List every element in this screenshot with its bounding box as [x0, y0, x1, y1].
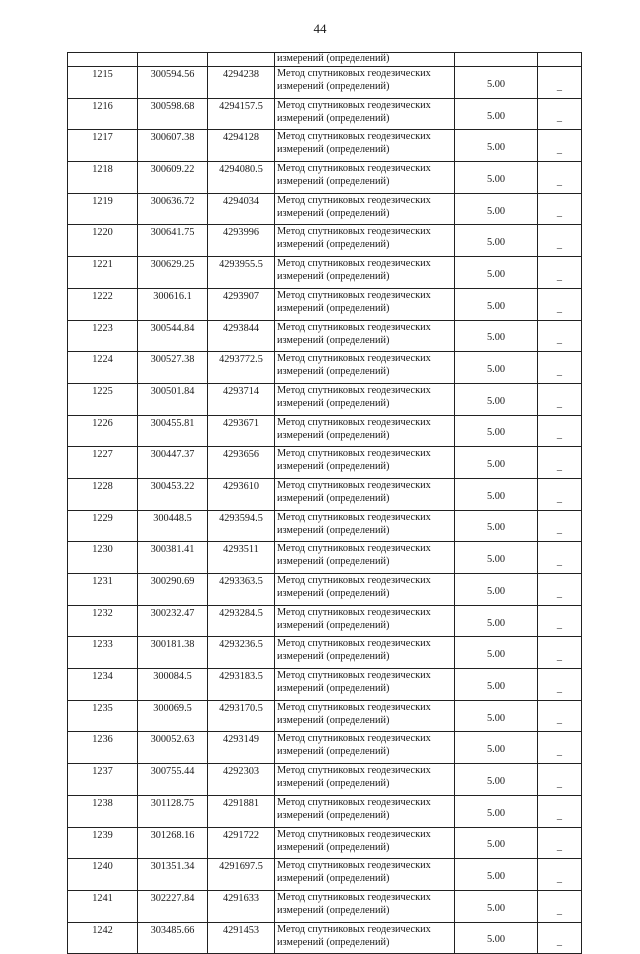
method-line-1: Метод спутниковых геодезических: [277, 543, 431, 555]
method-line-2: измерений (определений): [277, 397, 390, 409]
method-line-2: измерений (определений): [277, 904, 390, 916]
method-cell: [275, 605, 455, 637]
method-line-2: измерений (определений): [277, 556, 390, 568]
point-number-cell: 1235: [68, 700, 138, 732]
point-number-cell: 1221: [68, 257, 138, 289]
point-number-cell: 1234: [68, 669, 138, 701]
accuracy-cell: 5.00: [455, 162, 538, 194]
method-line-2: измерений (определений): [277, 714, 390, 726]
coordinates-table: [67, 52, 582, 954]
dash-cell: –: [538, 67, 582, 99]
point-number-cell: 1222: [68, 288, 138, 320]
dash-cell: –: [538, 542, 582, 574]
method-line-2: измерений (определений): [277, 366, 390, 378]
table-row: [68, 415, 582, 447]
dash-cell: –: [538, 478, 582, 510]
dash-cell: –: [538, 447, 582, 479]
method-line-2: измерений (определений): [277, 207, 390, 219]
method-cell: [275, 415, 455, 447]
table-row: [68, 193, 582, 225]
method-cell: [275, 320, 455, 352]
y-coordinate-cell: 4294080.5: [208, 162, 275, 194]
method-cell: [275, 637, 455, 669]
y-coordinate-cell: 4291722: [208, 827, 275, 859]
table-row: [68, 574, 582, 606]
method-line-1: Метод спутниковых геодезических: [277, 638, 431, 650]
dash-cell: –: [538, 415, 582, 447]
continuation-row: [68, 53, 582, 67]
x-coordinate-cell: 300594.56: [138, 67, 208, 99]
table-row: [68, 764, 582, 796]
table-row: [68, 732, 582, 764]
method-line-1: Метод спутниковых геодезических: [277, 448, 431, 460]
method-cell: [275, 922, 455, 954]
method-line-2: измерений (определений): [277, 271, 390, 283]
dash-cell: –: [538, 700, 582, 732]
method-line-2: измерений (определений): [277, 461, 390, 473]
table-row: [68, 605, 582, 637]
method-cell: [275, 827, 455, 859]
accuracy-cell: 5.00: [455, 700, 538, 732]
method-line-2: измерений (определений): [277, 809, 390, 821]
point-number-cell: 1241: [68, 890, 138, 922]
y-coordinate-cell: 4293149: [208, 732, 275, 764]
dash-cell: –: [538, 288, 582, 320]
dash-cell: –: [538, 764, 582, 796]
method-line-2: измерений (определений): [277, 936, 390, 948]
table-row: [68, 67, 582, 99]
method-line-1: Метод спутниковых геодезических: [277, 828, 431, 840]
x-coordinate-cell: 300636.72: [138, 193, 208, 225]
x-coordinate-cell: 300448.5: [138, 510, 208, 542]
method-line-2: измерений (определений): [277, 112, 390, 124]
accuracy-cell: 5.00: [455, 732, 538, 764]
dash-cell: –: [538, 605, 582, 637]
table-row: [68, 637, 582, 669]
method-line-1: Метод спутниковых геодезических: [277, 68, 431, 79]
x-coordinate-cell: 303485.66: [138, 922, 208, 954]
method-line-1: Метод спутниковых геодезических: [277, 891, 431, 903]
point-number-cell: 1239: [68, 827, 138, 859]
method-line-2: измерений (определений): [277, 239, 390, 251]
method-cell: [275, 352, 455, 384]
point-number-cell: 1220: [68, 225, 138, 257]
x-coordinate-cell: 300629.25: [138, 257, 208, 289]
y-coordinate-cell: 4293170.5: [208, 700, 275, 732]
x-coordinate-cell: 300598.68: [138, 98, 208, 130]
dash-cell: –: [538, 890, 582, 922]
method-line-1: Метод спутниковых геодезических: [277, 321, 431, 333]
accuracy-cell: 5.00: [455, 637, 538, 669]
table-body: [68, 53, 582, 954]
table-row: [68, 542, 582, 574]
x-coordinate-cell: 300609.22: [138, 162, 208, 194]
continuation-text: измерений (определений): [275, 53, 455, 67]
table-row: [68, 795, 582, 827]
table-row: [68, 225, 582, 257]
table-row: [68, 669, 582, 701]
method-line-2: измерений (определений): [277, 334, 390, 346]
method-cell: [275, 383, 455, 415]
method-line-1: Метод спутниковых геодезических: [277, 670, 431, 682]
point-number-cell: 1231: [68, 574, 138, 606]
accuracy-cell: 5.00: [455, 288, 538, 320]
point-number-cell: 1230: [68, 542, 138, 574]
point-number-cell: 1226: [68, 415, 138, 447]
point-number-cell: 1227: [68, 447, 138, 479]
accuracy-cell: 5.00: [455, 320, 538, 352]
method-cell: [275, 574, 455, 606]
method-line-1: Метод спутниковых геодезических: [277, 226, 431, 238]
method-line-2: измерений (определений): [277, 524, 390, 536]
method-cell: [275, 542, 455, 574]
table-row: [68, 288, 582, 320]
method-cell: [275, 700, 455, 732]
x-coordinate-cell: 300290.69: [138, 574, 208, 606]
y-coordinate-cell: 4294238: [208, 67, 275, 99]
table-row: [68, 447, 582, 479]
dash-cell: –: [538, 383, 582, 415]
accuracy-cell: 5.00: [455, 574, 538, 606]
table-row: [68, 257, 582, 289]
accuracy-cell: 5.00: [455, 605, 538, 637]
y-coordinate-cell: 4293363.5: [208, 574, 275, 606]
dash-cell: –: [538, 732, 582, 764]
x-coordinate-cell: 301128.75: [138, 795, 208, 827]
method-cell: [275, 162, 455, 194]
cell-empty: [138, 53, 208, 67]
accuracy-cell: 5.00: [455, 130, 538, 162]
method-cell: [275, 447, 455, 479]
point-number-cell: 1217: [68, 130, 138, 162]
x-coordinate-cell: 300755.44: [138, 764, 208, 796]
x-coordinate-cell: 300607.38: [138, 130, 208, 162]
method-line-2: измерений (определений): [277, 302, 390, 314]
point-number-cell: 1233: [68, 637, 138, 669]
accuracy-cell: 5.00: [455, 859, 538, 891]
x-coordinate-cell: 300381.41: [138, 542, 208, 574]
x-coordinate-cell: 300641.75: [138, 225, 208, 257]
y-coordinate-cell: 4291453: [208, 922, 275, 954]
table-row: [68, 320, 582, 352]
dash-cell: –: [538, 637, 582, 669]
point-number-cell: 1223: [68, 320, 138, 352]
accuracy-cell: 5.00: [455, 415, 538, 447]
accuracy-cell: 5.00: [455, 98, 538, 130]
table-row: [68, 98, 582, 130]
point-number-cell: 1225: [68, 383, 138, 415]
y-coordinate-cell: 4293671: [208, 415, 275, 447]
dash-cell: –: [538, 193, 582, 225]
method-line-2: измерений (определений): [277, 746, 390, 758]
method-line-2: измерений (определений): [277, 619, 390, 631]
point-number-cell: 1240: [68, 859, 138, 891]
accuracy-cell: 5.00: [455, 67, 538, 99]
x-coordinate-cell: 300527.38: [138, 352, 208, 384]
method-line-2: измерений (определений): [277, 841, 390, 853]
method-line-1: Метод спутниковых геодезических: [277, 353, 431, 365]
point-number-cell: 1216: [68, 98, 138, 130]
method-line-1: Метод спутниковых геодезических: [277, 258, 431, 270]
point-number-cell: 1218: [68, 162, 138, 194]
point-number-cell: 1215: [68, 67, 138, 99]
accuracy-cell: 5.00: [455, 827, 538, 859]
method-line-1: Метод спутниковых геодезических: [277, 575, 431, 586]
table-row: [68, 922, 582, 954]
y-coordinate-cell: 4293714: [208, 383, 275, 415]
x-coordinate-cell: 300052.63: [138, 732, 208, 764]
method-cell: [275, 130, 455, 162]
y-coordinate-cell: 4293610: [208, 478, 275, 510]
method-cell: [275, 764, 455, 796]
dash-cell: –: [538, 162, 582, 194]
table-row: [68, 890, 582, 922]
point-number-cell: 1219: [68, 193, 138, 225]
accuracy-cell: 5.00: [455, 890, 538, 922]
method-line-2: измерений (определений): [277, 81, 390, 92]
table-row: [68, 162, 582, 194]
cell-empty: [455, 53, 538, 67]
dash-cell: –: [538, 510, 582, 542]
accuracy-cell: 5.00: [455, 922, 538, 954]
x-coordinate-cell: 300232.47: [138, 605, 208, 637]
method-line-1: Метод спутниковых геодезических: [277, 765, 431, 777]
point-number-cell: 1224: [68, 352, 138, 384]
dash-cell: –: [538, 225, 582, 257]
method-line-1: Метод спутниковых геодезических: [277, 796, 431, 808]
method-cell: [275, 67, 455, 99]
y-coordinate-cell: 4291881: [208, 795, 275, 827]
x-coordinate-cell: 300447.37: [138, 447, 208, 479]
method-cell: [275, 795, 455, 827]
y-coordinate-cell: 4294157.5: [208, 98, 275, 130]
method-line-1: Метод спутниковых геодезических: [277, 860, 431, 872]
method-cell: [275, 732, 455, 764]
dash-cell: –: [538, 98, 582, 130]
cell-empty: [68, 53, 138, 67]
accuracy-cell: 5.00: [455, 193, 538, 225]
cell-empty: [208, 53, 275, 67]
x-coordinate-cell: 302227.84: [138, 890, 208, 922]
method-line-1: Метод спутниковых геодезических: [277, 131, 431, 143]
method-line-1: Метод спутниковых геодезических: [277, 416, 431, 428]
table-row: [68, 859, 582, 891]
accuracy-cell: 5.00: [455, 383, 538, 415]
dash-cell: –: [538, 827, 582, 859]
accuracy-cell: 5.00: [455, 669, 538, 701]
method-cell: [275, 478, 455, 510]
x-coordinate-cell: 301351.34: [138, 859, 208, 891]
y-coordinate-cell: 4293594.5: [208, 510, 275, 542]
y-coordinate-cell: 4293996: [208, 225, 275, 257]
dash-cell: –: [538, 320, 582, 352]
dash-cell: –: [538, 574, 582, 606]
method-line-1: Метод спутниковых геодезических: [277, 289, 431, 301]
x-coordinate-cell: 300181.38: [138, 637, 208, 669]
accuracy-cell: 5.00: [455, 795, 538, 827]
table-row: [68, 827, 582, 859]
x-coordinate-cell: 301268.16: [138, 827, 208, 859]
method-line-1: Метод спутниковых геодезических: [277, 701, 431, 713]
cell-empty: [538, 53, 582, 67]
accuracy-cell: 5.00: [455, 225, 538, 257]
y-coordinate-cell: 4293955.5: [208, 257, 275, 289]
x-coordinate-cell: 300544.84: [138, 320, 208, 352]
method-line-1: Метод спутниковых геодезических: [277, 479, 431, 491]
method-line-2: измерений (определений): [277, 588, 390, 599]
method-line-1: Метод спутниковых геодезических: [277, 194, 431, 206]
method-line-2: измерений (определений): [277, 651, 390, 663]
point-number-cell: 1242: [68, 922, 138, 954]
method-cell: [275, 669, 455, 701]
y-coordinate-cell: 4293844: [208, 320, 275, 352]
method-cell: [275, 510, 455, 542]
method-line-1: Метод спутниковых геодезических: [277, 511, 431, 523]
table-row: [68, 478, 582, 510]
method-cell: [275, 288, 455, 320]
table-row: [68, 383, 582, 415]
table-row: [68, 510, 582, 542]
x-coordinate-cell: 300501.84: [138, 383, 208, 415]
x-coordinate-cell: 300084.5: [138, 669, 208, 701]
method-cell: [275, 98, 455, 130]
y-coordinate-cell: 4292303: [208, 764, 275, 796]
method-line-2: измерений (определений): [277, 492, 390, 504]
method-cell: [275, 890, 455, 922]
x-coordinate-cell: 300069.5: [138, 700, 208, 732]
y-coordinate-cell: 4293772.5: [208, 352, 275, 384]
x-coordinate-cell: 300453.22: [138, 478, 208, 510]
y-coordinate-cell: 4293511: [208, 542, 275, 574]
y-coordinate-cell: 4291697.5: [208, 859, 275, 891]
accuracy-cell: 5.00: [455, 257, 538, 289]
method-line-1: Метод спутниковых геодезических: [277, 606, 431, 618]
y-coordinate-cell: 4293656: [208, 447, 275, 479]
method-line-1: Метод спутниковых геодезических: [277, 99, 431, 111]
y-coordinate-cell: 4293907: [208, 288, 275, 320]
y-coordinate-cell: 4291633: [208, 890, 275, 922]
method-line-2: измерений (определений): [277, 429, 390, 441]
point-number-cell: 1229: [68, 510, 138, 542]
method-line-1: Метод спутниковых геодезических: [277, 163, 431, 175]
method-cell: [275, 257, 455, 289]
accuracy-cell: 5.00: [455, 447, 538, 479]
page-number: 44: [313, 21, 327, 36]
method-line-2: измерений (определений): [277, 683, 390, 695]
y-coordinate-cell: 4293236.5: [208, 637, 275, 669]
method-line-2: измерений (определений): [277, 144, 390, 156]
x-coordinate-cell: 300616.1: [138, 288, 208, 320]
method-line-2: измерений (определений): [277, 176, 390, 188]
point-number-cell: 1238: [68, 795, 138, 827]
point-number-cell: 1232: [68, 605, 138, 637]
accuracy-cell: 5.00: [455, 510, 538, 542]
table-row: [68, 700, 582, 732]
x-coordinate-cell: 300455.81: [138, 415, 208, 447]
y-coordinate-cell: 4294034: [208, 193, 275, 225]
method-cell: [275, 859, 455, 891]
method-cell: [275, 225, 455, 257]
point-number-cell: 1237: [68, 764, 138, 796]
dash-cell: –: [538, 257, 582, 289]
dash-cell: –: [538, 922, 582, 954]
method-cell: [275, 193, 455, 225]
y-coordinate-cell: 4294128: [208, 130, 275, 162]
method-line-2: измерений (определений): [277, 778, 390, 790]
method-line-1: Метод спутниковых геодезических: [277, 384, 431, 396]
table-row: [68, 352, 582, 384]
point-number-cell: 1236: [68, 732, 138, 764]
accuracy-cell: 5.00: [455, 352, 538, 384]
y-coordinate-cell: 4293183.5: [208, 669, 275, 701]
dash-cell: –: [538, 352, 582, 384]
accuracy-cell: 5.00: [455, 764, 538, 796]
dash-cell: –: [538, 859, 582, 891]
table-row: [68, 130, 582, 162]
point-number-cell: 1228: [68, 478, 138, 510]
accuracy-cell: 5.00: [455, 478, 538, 510]
method-line-2: измерений (определений): [277, 873, 390, 885]
method-line-1: Метод спутниковых геодезических: [277, 923, 431, 935]
y-coordinate-cell: 4293284.5: [208, 605, 275, 637]
dash-cell: –: [538, 130, 582, 162]
accuracy-cell: 5.00: [455, 542, 538, 574]
dash-cell: –: [538, 669, 582, 701]
dash-cell: –: [538, 795, 582, 827]
method-line-1: Метод спутниковых геодезических: [277, 733, 431, 745]
